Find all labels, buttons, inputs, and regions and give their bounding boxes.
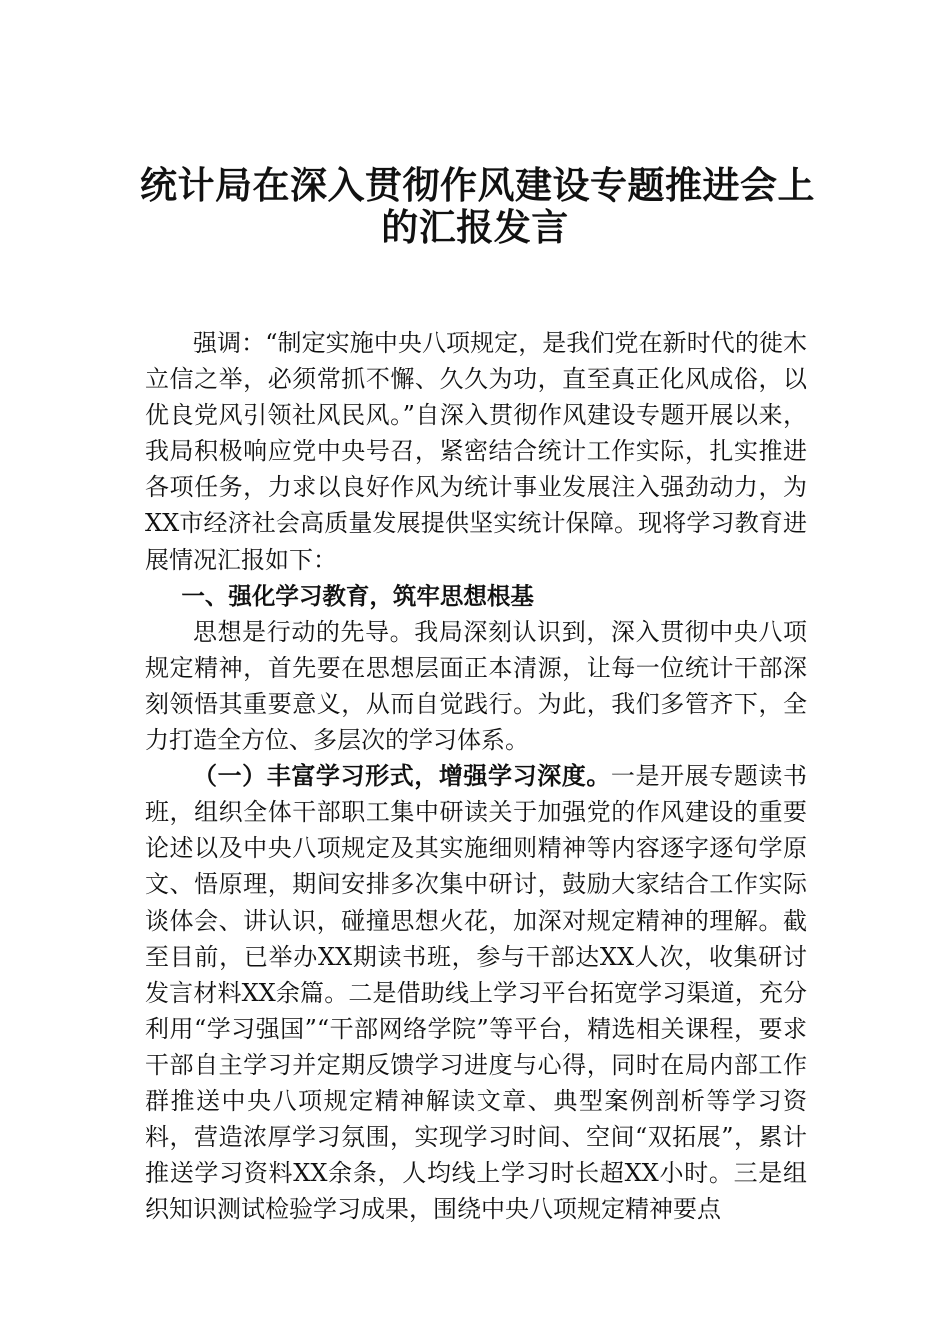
section-heading-1: 一、强化学习教育，筑牢思想根基 — [181, 581, 534, 610]
subsection-body: 一是开展专题读书班，组织全体干部职工集中研读关于加强党的作风建设的重要论述以及中央八项规定及其实施细则精神等内容逐字逐句学原文、悟原理，期间安排多次集中研讨，鼓励大家结合工作实际谈体会、讲认识，碰撞思想火花，加深对规定精神的理解。截至目前，已举办XX期读书班，参与干部达XX人次，收集研讨发言材料XX余篇。二是借助线上学习平台拓宽学习渠道，充分利用“学习强国”“干部网络学院”等平台，精选相关课程，要求干部自主学习并定期反馈学习进度与心得，同时在局内部工作群推送中央八项规定精神解读文章、典型案例剖析等学习资料，营造浓厚学习氛围，实现学习时间、空间“双拓展”，累计推送学习资料XX余条，人均线上学习时长超XX小时。三是组织知识测试检验学习成果，围绕中央八项规定精神要点 — [145, 762, 808, 1224]
section-1-paragraph: 思想是行动的先导。我局深刻认识到，深入贯彻中央八项规定精神，首先要在思想层面正本清源，让每一位统计干部深刻领悟其重要意义，从而自觉践行。为此，我们多管齐下，全力打造全方位、多层次的学习体系。 — [145, 617, 807, 755]
subsection-heading: （一）丰富学习形式，增强学习深度。 — [193, 761, 611, 791]
document-title-line-2: 的汇报发言 — [381, 205, 569, 249]
subsection-paragraph — [145, 758, 807, 1227]
intro-paragraph: 强调：“制定实施中央八项规定，是我们党在新时代的徙木立信之举，必须常抓不懈、久久为功，直至真正化风成俗，以优良党风引领社风民风。”自深入贯彻作风建设专题开展以来，我局积极响应党中央号召，紧密结合统计工作实际，扎实推进各项任务，力求以良好作风为统计事业发展注入强劲动力，为XX市经济社会高质量发展提供坚实统计保障。现将学习教育进展情况汇报如下： — [145, 329, 807, 574]
document-body — [145, 325, 807, 1227]
document-title-line-1: 统计局在深入贯彻作风建设专题推进会上 — [140, 163, 815, 207]
